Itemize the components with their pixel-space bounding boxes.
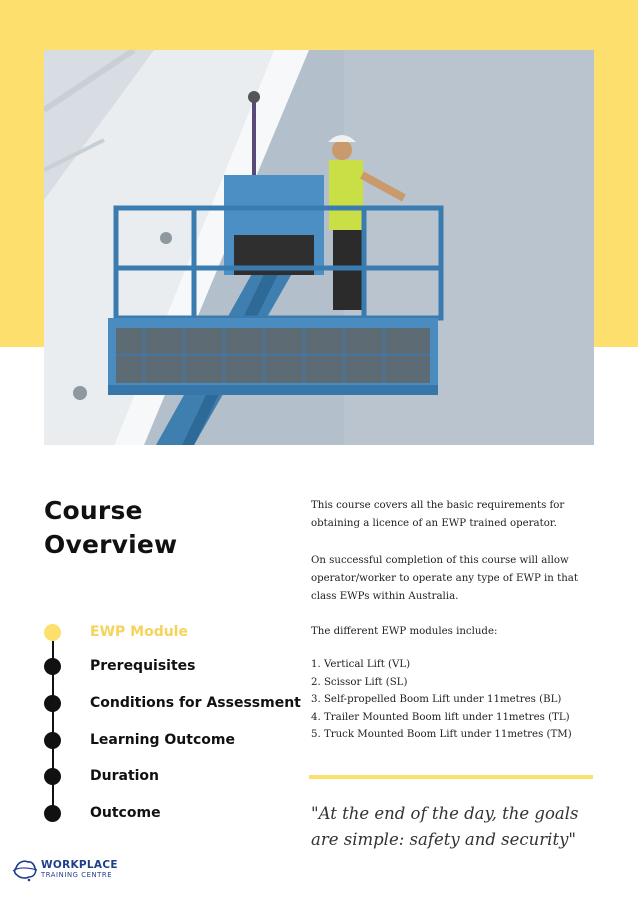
- nav-item-label: Conditions for Assessment: [90, 695, 301, 711]
- nav-item-duration[interactable]: [44, 767, 159, 785]
- nav-item-conditions-for-assessment[interactable]: [44, 694, 301, 712]
- list-item: 2. Scissor Lift (SL): [311, 676, 408, 688]
- company-logo: [12, 858, 118, 882]
- timeline-dot-active: [44, 624, 61, 641]
- intro-paragraph: This course covers all the basic requirements for obtaining a licence of an EWP trained operator.: [311, 500, 565, 529]
- logo-subtitle: TRAINING CENTRE: [41, 871, 113, 879]
- module-list: [311, 656, 572, 744]
- timeline-dot: [44, 805, 61, 822]
- modules-intro: The different EWP modules include:: [311, 626, 498, 637]
- logo-name: WORKPLACE: [41, 859, 118, 871]
- page-title: Course Overview: [44, 496, 178, 559]
- nav-item-label: Prerequisites: [90, 658, 196, 674]
- list-item: 4. Trailer Mounted Boom lift under 11metres (TL): [311, 711, 570, 723]
- nav-item-outcome[interactable]: [44, 804, 161, 822]
- timeline-dot: [44, 695, 61, 712]
- timeline-dot: [44, 732, 61, 749]
- nav-item-label: EWP Module: [90, 624, 188, 640]
- pull-quote: "At the end of the day, the goals are simple: safety and security": [311, 804, 579, 849]
- list-item: 3. Self-propelled Boom Lift under 11metres (BL): [311, 694, 562, 705]
- nav-item-label: Duration: [90, 768, 160, 784]
- list-item: 1. Vertical Lift (VL): [311, 659, 411, 670]
- nav-item-prerequisites[interactable]: [44, 657, 196, 675]
- nav-item-learning-outcome[interactable]: [44, 731, 235, 749]
- list-item: 5. Truck Mounted Boom Lift under 11metres (TM): [311, 729, 572, 740]
- boom-lift-photo-illustration: [44, 50, 594, 445]
- timeline-dot: [44, 658, 61, 675]
- nav-item-label: Outcome: [90, 805, 161, 821]
- yellow-divider: [309, 775, 593, 779]
- hero-photo: [44, 50, 594, 445]
- australia-map-icon: [12, 858, 38, 882]
- nav-item-ewp-module[interactable]: [44, 623, 188, 641]
- timeline-dot: [44, 768, 61, 785]
- completion-paragraph: On successful completion of this course will allow operator/worker to operate any type of EWP in that class EWPs within Australia.: [311, 555, 578, 602]
- nav-item-label: Learning Outcome: [90, 732, 235, 748]
